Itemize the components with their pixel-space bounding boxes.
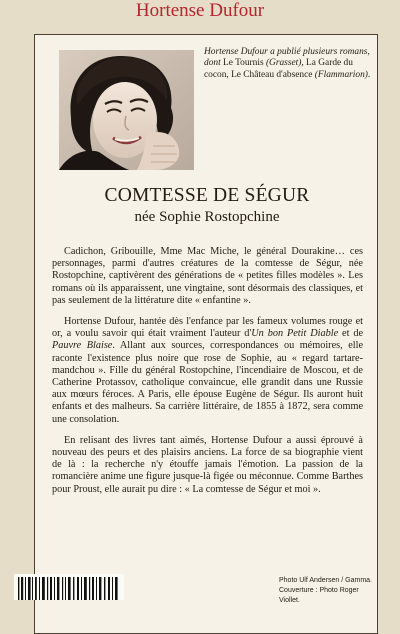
blurb-paragraph: Cadichon, Gribouille, Mme Mac Miche, le général Dourakine… ces personnages, parmi d'autres créatures de la comtesse de Ségur, née Rostopchine, captivèrent des générations de « petites filles modèles ». Les romans où ils apparaissent, une vingtaine, sont désormais des classiques, et pas seulement de la littérature dite « enfantine ». <box>52 246 363 306</box>
photo-credit: Photo Ulf Andersen / Gamma. <box>279 577 372 584</box>
barcode-area <box>14 574 124 600</box>
blurb-book-title: Pauvre Blaise <box>52 340 113 352</box>
blurb-text-span: et de <box>338 328 364 340</box>
bio-end: . <box>367 69 371 80</box>
barcode-icon <box>14 574 124 600</box>
blurb-text-span: . Allant aux sources, correspondances ou mémoires, elle raconte l'existence plus noire que rose de Sophie, au « regard tartare-mandchou ». Fille du général Rostopchine, l'incendiaire de Moscou, et de Catherine Protassov, catholique convaincue, elle grandit dans une Russie aux mœurs féroces. A Paris, elle épouse Eugène de Ségur. Ils auront huit enfants et des malheurs. Sa carrière littéraire, de 1855 à 1872, sera comme une consolation. <box>52 340 364 425</box>
author-bio <box>204 47 372 81</box>
bio-other-works: , La Garde du cocon, Le Château d'absence <box>204 58 353 80</box>
blurb-text <box>52 246 363 505</box>
author-name-header: Hortense Dufour <box>135 0 265 21</box>
cover-credit: Couverture : Photo Roger Viollet. <box>279 587 359 604</box>
photo-credits <box>279 576 379 606</box>
isbn-edge-strip <box>388 460 400 580</box>
book-title-block <box>35 185 379 227</box>
book-title: COMTESSE DE SÉGUR <box>104 185 310 206</box>
bio-work-title: Le Tournis <box>223 58 264 69</box>
blurb-paragraph <box>52 316 363 426</box>
bio-publisher: (Flammarion) <box>314 69 368 80</box>
bio-publisher: (Grasset) <box>265 58 302 69</box>
blurb-paragraph: En relisant des livres tant aimés, Hortense Dufour a aussi éprouvé à nouveau des peurs et des plaisirs anciens. La force de sa biographie vient de là : la recherche n'y étouffe jamais l'émotion. La passion de la romancière anime une figure jusque-là figée ou méconnue. Comme Barthes pour Proust, elle aurait pu dire : « La comtesse de Ségur et moi ». <box>52 434 363 495</box>
blurb-book-title: Un bon Petit Diable <box>251 328 339 340</box>
author-portrait-drawing <box>59 50 194 170</box>
author-portrait-image <box>59 50 194 170</box>
blurb-text-span: Hortense Dufour, hantée dès l'enfance par les fameux volumes rouge et or, a voulu savoir qui était vraiment l'auteur d' <box>52 316 363 340</box>
book-subtitle: née Sophie Rostopchine <box>134 209 280 225</box>
back-cover-panel <box>34 34 378 634</box>
bio-intro: Hortense Dufour a publié plusieurs romans, dont <box>204 47 370 69</box>
